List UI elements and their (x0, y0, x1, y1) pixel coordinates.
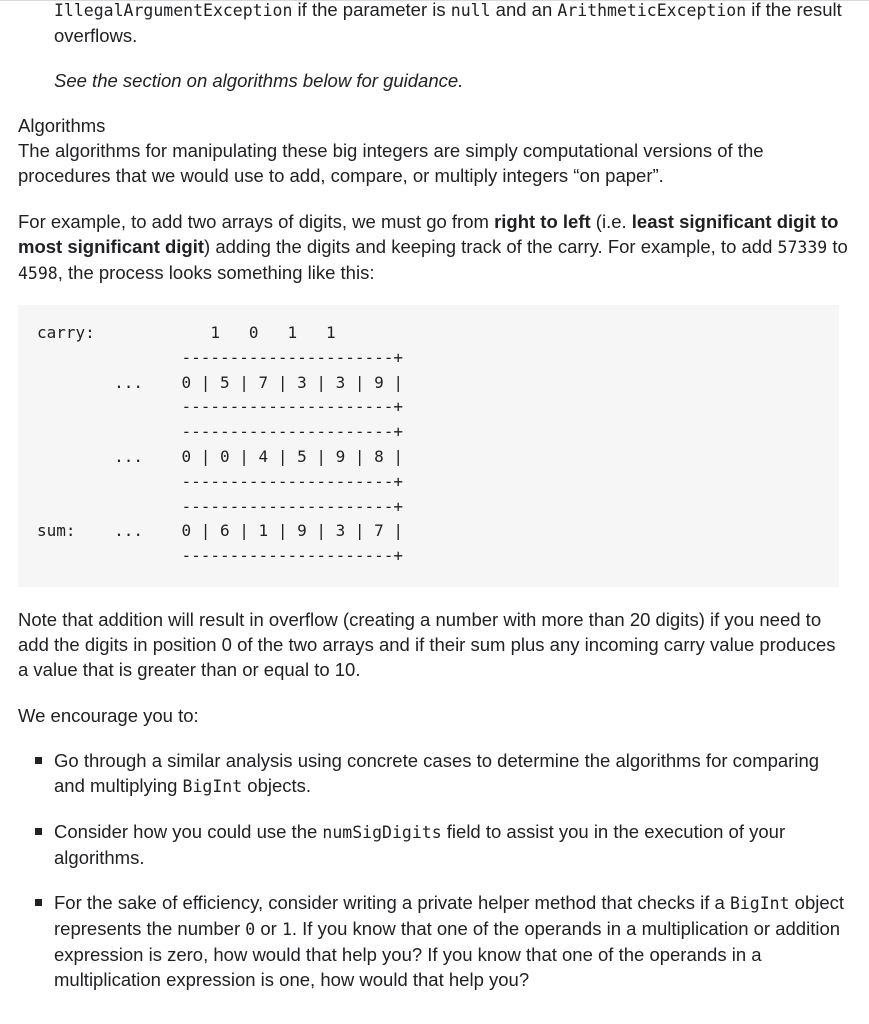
list-item: For the sake of efficiency, consider writing a private helper method that checks if a BigInt object represents the number 0 or 1. If you know that one of the operands in a multiplication or addition expression is zero, how would that help you? If you know that one of the operands in a multiplication expression is one, how would that help you? (18, 890, 848, 992)
one-code: 1 (281, 920, 292, 939)
bullet-square-icon (35, 757, 42, 764)
code-line-sum: sum: ... 0 | 6 | 1 | 9 | 3 | 7 | (37, 521, 404, 541)
encourage-paragraph: We encourage you to: (18, 705, 199, 726)
code-line-second-operand: ... 0 | 0 | 4 | 5 | 9 | 8 | (37, 446, 404, 466)
number-4598-code: 4598 (18, 264, 58, 283)
overflow-note-paragraph: Note that addition will result in overflow (creating a number with more than 20 digits) if you need to add the digits in position 0 of the two arrays and if their sum plus any incoming carry value produces a value that is greater than or equal to 10. (18, 609, 836, 680)
illegal-argument-exception-code: IllegalArgumentException (54, 1, 293, 20)
recommendations-list (18, 748, 848, 1012)
code-line-carry: carry: 1 0 1 1 (37, 323, 336, 342)
code-line-separator: ----------------------+ (37, 347, 404, 367)
zero-code: 0 (245, 920, 256, 939)
algorithms-intro-paragraph: The algorithms for manipulating these big integers are simply computational versions of the procedures that we would use to add, compare, or multiply integers “on paper”. (18, 140, 764, 186)
arithmetic-exception-code: ArithmeticException (557, 1, 747, 20)
code-line-separator: ----------------------+ (37, 471, 404, 491)
bullet-square-icon (35, 828, 42, 835)
bullet-square-icon (35, 899, 42, 906)
right-to-left-emphasis: right to left (494, 211, 591, 232)
guidance-note: See the section on algorithms below for guidance. (54, 70, 464, 91)
code-line-separator: ----------------------+ (37, 422, 404, 442)
list-item: Go through a similar analysis using concrete cases to determine the algorithms for comparing and multiplying BigInt objects. (18, 748, 848, 799)
algorithms-heading: Algorithms (18, 115, 106, 136)
code-line-separator: ----------------------+ (37, 546, 404, 566)
code-line-separator: ----------------------+ (37, 397, 404, 417)
bigint-code: BigInt (182, 777, 243, 796)
code-lines (37, 321, 403, 569)
exceptions-paragraph: IllegalArgumentException if the parameter is null and an ArithmeticException if the result overflows. (54, 0, 842, 46)
code-line-first-operand: ... 0 | 5 | 7 | 3 | 3 | 9 | (37, 372, 404, 392)
list-item: Consider how you could use the numSigDigits field to assist you in the execution of your algorithms. (18, 819, 848, 870)
significance-emphasis: least significant digit to most significant digit (18, 211, 839, 257)
addition-example-paragraph: For example, to add two arrays of digits, we must go from right to left (i.e. least significant digit to most significant digit) adding the digits and keeping track of the carry. For example, to add 57339 to 4598, the process looks something like this: (18, 211, 848, 283)
bigint-code: BigInt (729, 894, 790, 913)
code-line-separator: ----------------------+ (37, 496, 404, 516)
number-57339-code: 57339 (777, 238, 828, 257)
addition-code-block (18, 305, 839, 587)
num-sig-digits-code: numSigDigits (322, 823, 442, 842)
null-code: null (450, 1, 491, 20)
